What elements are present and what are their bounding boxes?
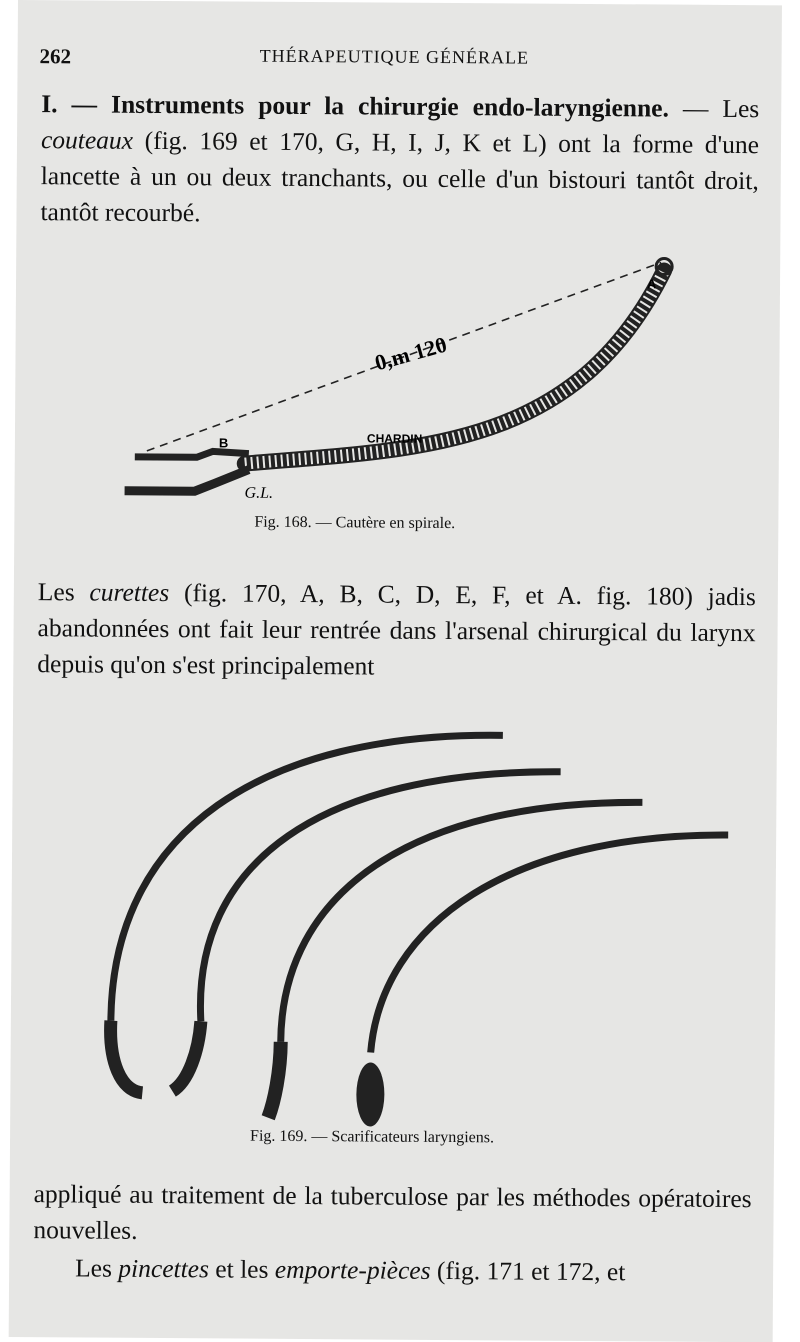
page-number: 262	[39, 44, 72, 69]
term-emporte-pieces: emporte-pièces	[274, 1254, 431, 1285]
paragraph-text: (fig. 169 et 170, G, H, I, J, K et L) ont la forme d'une lancette à un ou deux tranchants, ou celle d'un bistouri tantôt droit, tantôt recourbé.	[40, 125, 760, 228]
book-page	[9, 0, 782, 1342]
term-curettes: curettes	[89, 577, 170, 608]
figure-169-scarificateurs	[80, 720, 733, 1135]
dimension-label: 0,m 120	[372, 331, 450, 376]
figure-169-caption: Fig. 169. — Scarificateurs laryngiens.	[250, 1127, 495, 1147]
figure-168-caption: Fig. 168. — Cautère en spirale.	[254, 513, 456, 533]
paragraph-text: (fig. 170, A, B, C, D, E, F, et A. fig. 180) jadis abandonnées ont fait leur rentrée dans l'arsenal chirurgical du larynx depuis qu'on s'est principalement	[37, 578, 756, 681]
term-couteaux: couteaux	[40, 125, 134, 155]
label-b: B	[218, 435, 229, 451]
scarifier-blade	[172, 1021, 200, 1091]
scarifier-blade	[356, 1062, 384, 1126]
label-a: A	[646, 276, 657, 292]
page-margin	[782, 0, 800, 1337]
handle-lower	[125, 469, 249, 492]
maker-mark: CHARDIN	[366, 431, 423, 446]
scarifier-shaft	[371, 832, 729, 1054]
paragraph-pincettes	[33, 1250, 751, 1291]
handle-upper	[135, 451, 249, 458]
paragraph-tuberculose	[33, 1176, 751, 1253]
paragraph-text: Les	[37, 577, 90, 607]
section-heading: I. — Instruments pour la chirurgie endo-laryngienne.	[41, 89, 670, 123]
engraver-signature: G.L.	[244, 484, 274, 502]
paragraph-curettes	[37, 574, 756, 687]
paragraph-text: et les	[208, 1254, 275, 1284]
scarifier-blade	[268, 1042, 281, 1118]
scarifier-shaft	[200, 769, 560, 1023]
term-pincettes: pincettes	[118, 1253, 210, 1284]
paragraph-instruments	[40, 86, 759, 235]
paragraph-text: appliqué au traitement de la tuberculose par les méthodes opératoires nouvelles.	[33, 1179, 752, 1245]
running-title: THÉRAPEUTIQUE GÉNÉRALE	[259, 45, 530, 68]
paragraph-text: (fig. 171 et 172, et	[430, 1255, 626, 1287]
scarifier-blade	[110, 1021, 143, 1093]
figure-168-cautere	[114, 239, 696, 523]
paragraph-text: — Les	[682, 93, 760, 124]
paragraph-text: Les	[75, 1253, 119, 1283]
scarifier-shaft	[281, 800, 643, 1045]
page-header	[40, 40, 760, 75]
